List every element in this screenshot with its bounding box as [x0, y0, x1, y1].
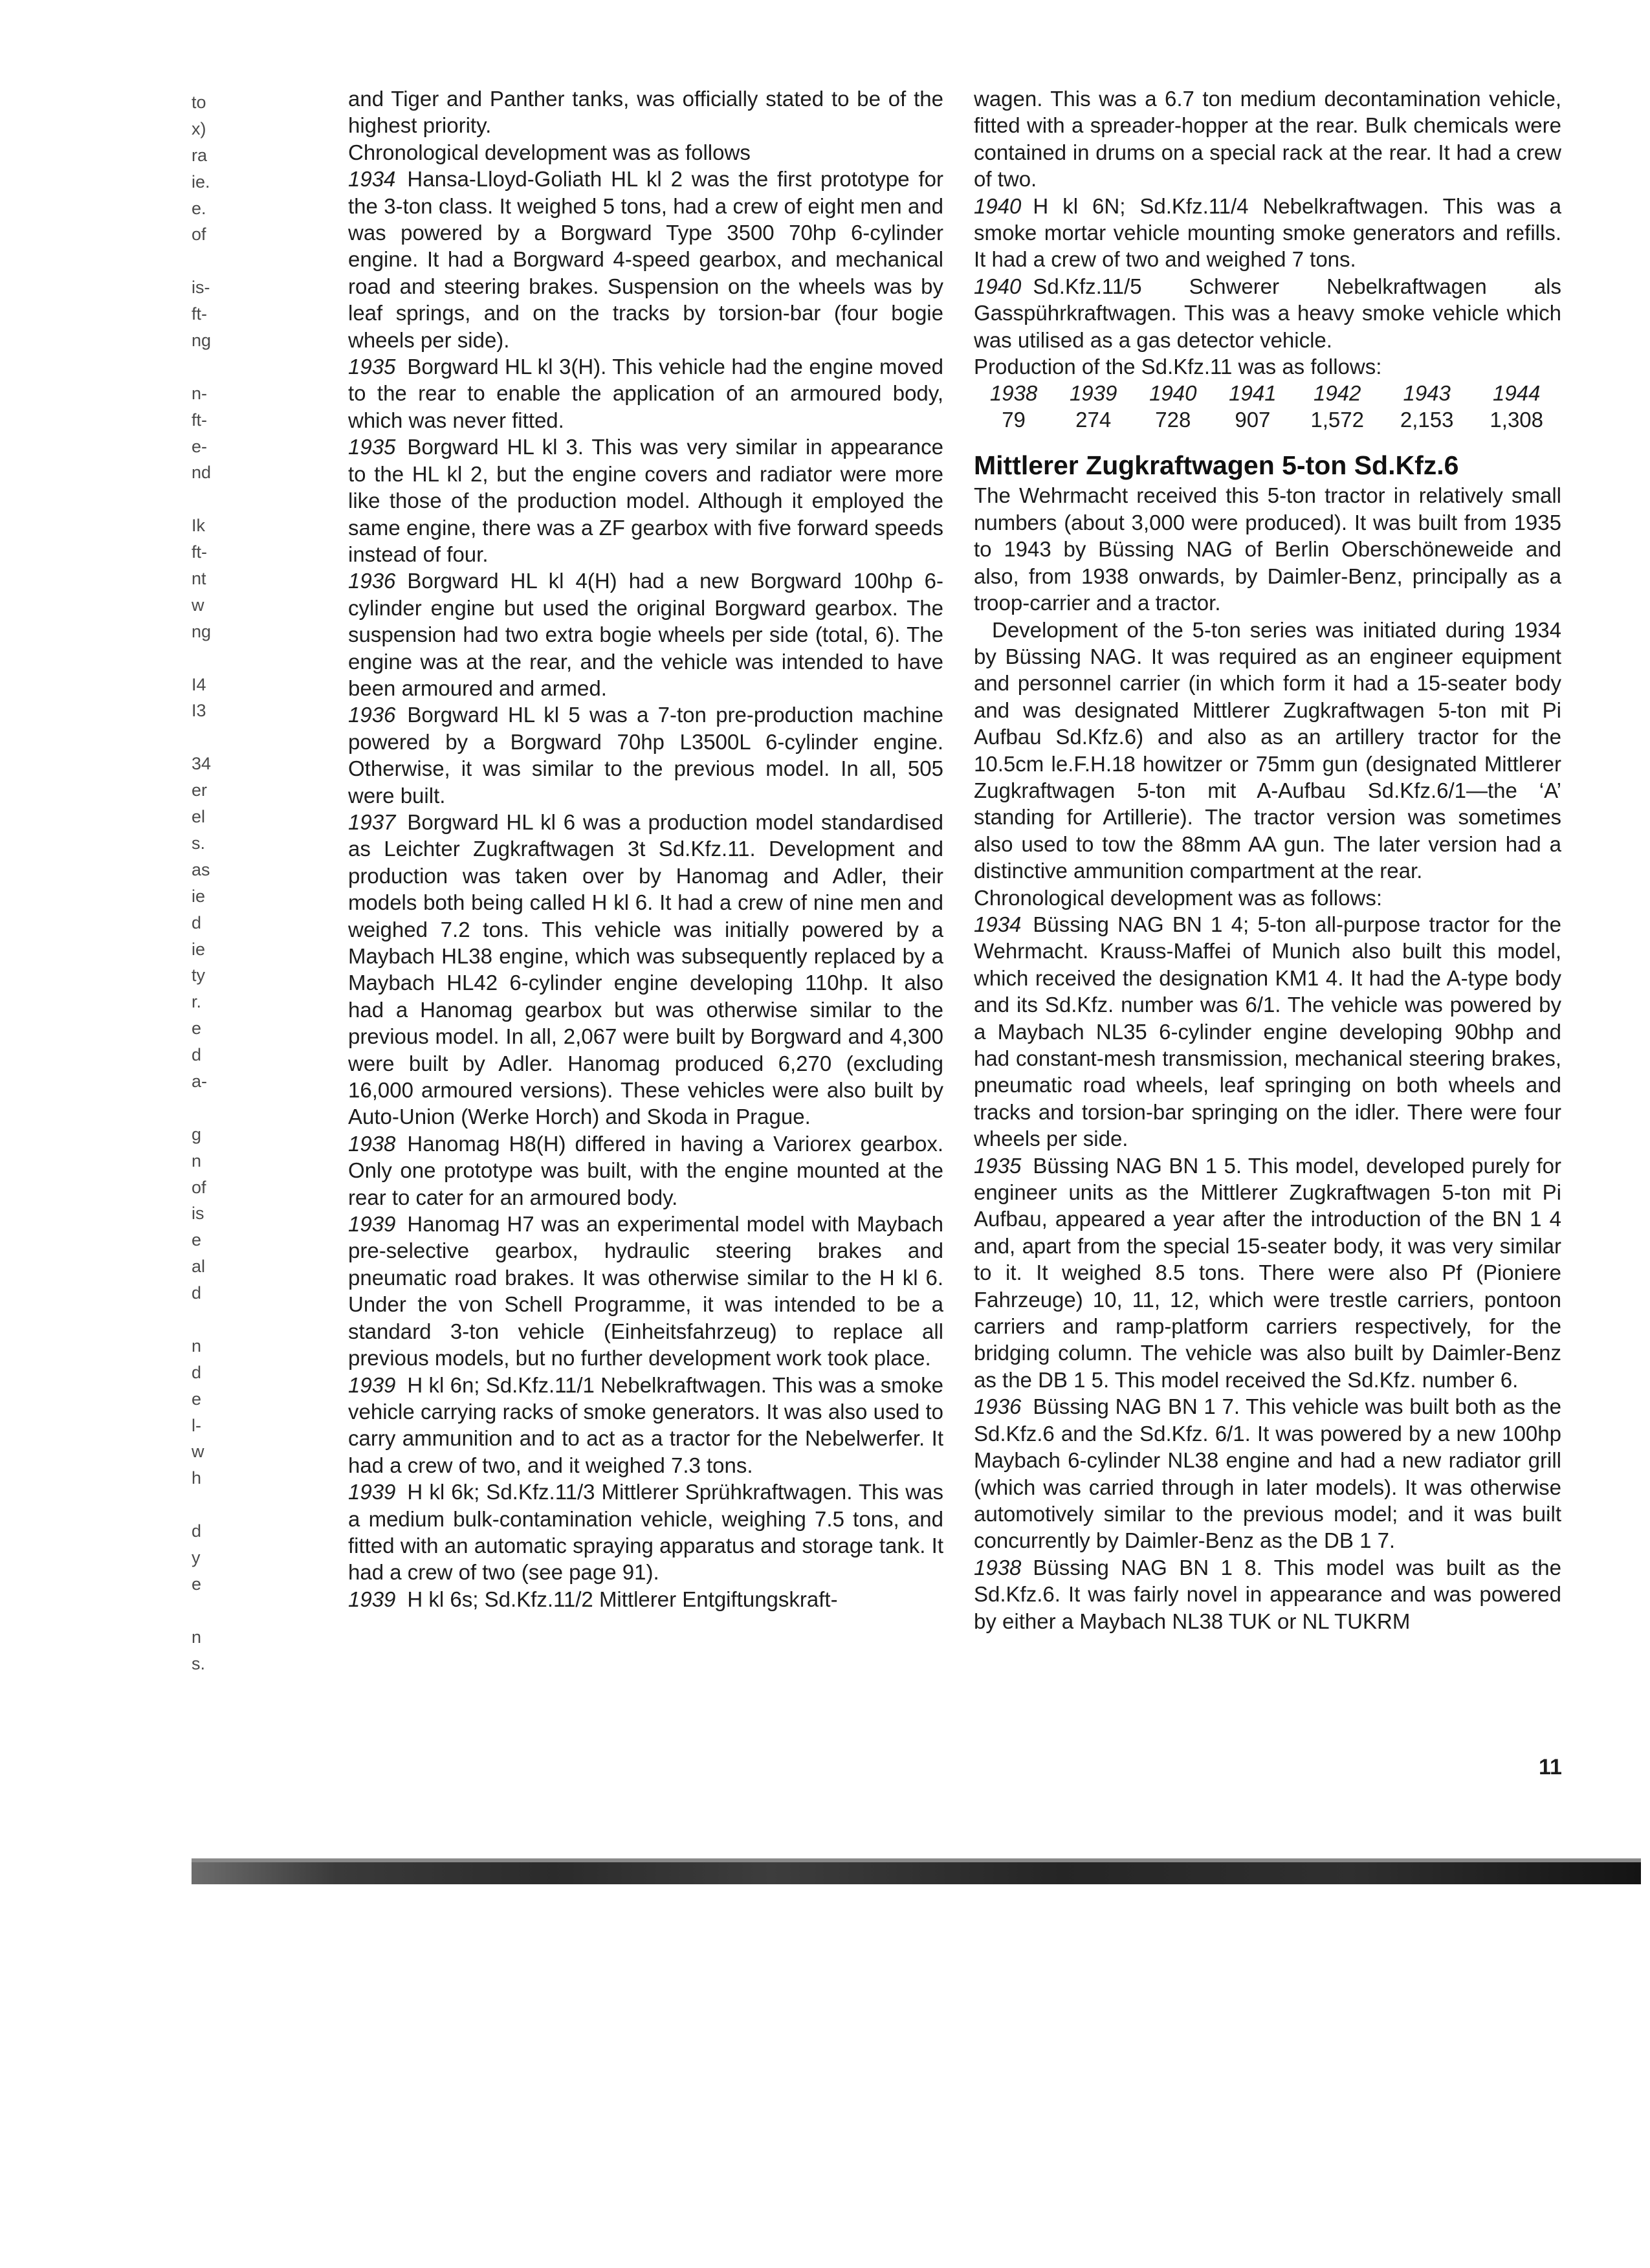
paragraph-text: Chronological development was as follows:	[974, 885, 1382, 910]
paragraph-text: Hansa-Lloyd-Goliath HL kl 2 was the first prototype for the 3-ton class. It weighed 5 tons, had a crew of eight men and was powered by a Borgward Type 3500 70hp 6-cylinder engine. It had a Borgward 4-speed gearbox, and mechanical road and steering brakes. Suspension on the wheels was by leaf springs, and on the tracks by torsion-bar (four bogie wheels per side).	[348, 167, 943, 352]
paragraph-text: H kl 6n; Sd.Kfz.11/1 Nebelkraftwagen. This was a smoke vehicle carrying racks of smoke generators. It was also used to carry ammunition and to act as a tractor for the Nebelwerfer. It had a crew of two, and it weighed 7.3 tons.	[348, 1372, 943, 1477]
paragraph	[348, 85, 943, 139]
paragraph	[974, 885, 1561, 911]
production-value-cell: 1,572	[1310, 408, 1364, 432]
paragraph	[348, 166, 943, 353]
entry-year: 1938	[974, 1555, 1022, 1580]
paragraph-text: H kl 6s; Sd.Kfz.11/2 Mittlerer Entgiftungskraft-	[407, 1587, 838, 1611]
paragraph-text: Hanomag H8(H) differed in having a Variorex gearbox. Only one prototype was built, with the engine mounted at the rear to cater for an armoured body.	[348, 1131, 943, 1209]
bleed-fragment: w	[192, 1442, 204, 1462]
paragraph	[974, 617, 1561, 885]
entry-year: 1937	[348, 809, 396, 834]
section-heading: Mittlerer Zugkraftwagen 5-ton Sd.Kfz.6	[974, 450, 1459, 481]
bleed-fragment: e	[192, 1389, 202, 1409]
paragraph-text: wagen. This was a 6.7 ton medium decontamination vehicle, fitted with a spreader-hopper at the rear. Bulk chemicals were contained in drums on a special rack at the rear. It had a crew of two.	[974, 87, 1561, 192]
bleed-fragment	[192, 354, 230, 380]
bleed-fragment: of	[192, 225, 206, 245]
bleed-fragment: ft-	[192, 410, 207, 430]
paragraph	[348, 567, 943, 701]
entry-year: 1939	[348, 1212, 396, 1237]
paragraph	[974, 1554, 1561, 1635]
entry-year: 1936	[348, 569, 396, 593]
entry-year: 1936	[974, 1394, 1022, 1419]
paragraph	[348, 353, 943, 434]
bleed-fragment: of	[192, 1177, 206, 1197]
bleed-fragment: w	[192, 595, 204, 615]
bleed-fragment	[192, 486, 230, 512]
entry-year: 1934	[974, 912, 1022, 936]
bleed-fragment: r.	[192, 992, 202, 1012]
bleed-fragment: to	[192, 93, 206, 112]
paragraph-text: H kl 6N; Sd.Kfz.11/4 Nebelkraftwagen. This was a smoke mortar vehicle mounting smoke generators and refills. It had a crew of two and weighed 7 tons.	[974, 193, 1561, 272]
bleed-fragment: n-	[192, 383, 208, 403]
bleed-fragment: ra	[192, 145, 208, 165]
paragraph	[974, 273, 1561, 353]
bleed-fragment: e	[192, 1018, 202, 1039]
production-year-cell: 1944	[1493, 381, 1541, 406]
paragraph	[974, 353, 1561, 380]
bleed-fragment: l-	[192, 1415, 201, 1435]
bleed-fragment: nd	[192, 463, 212, 483]
bleed-fragment: ft-	[192, 304, 207, 324]
paragraph-text: Hanomag H7 was an experimental model with Maybach pre-selective gearbox, hydraulic steering brakes and pneumatic road brakes. It was otherwise similar to the H kl 6. Under the von Schell Programme, it was intended to be a standard 3-ton vehicle (Einheitsfahrzeug) to replace all previous models, but no further development work took place.	[348, 1212, 943, 1371]
right-column	[974, 85, 1561, 1635]
production-table-values-row	[974, 406, 1561, 433]
entry-year: 1935	[974, 1153, 1022, 1178]
bleed-fragment: d	[192, 1283, 202, 1303]
bleed-fragment	[192, 724, 230, 751]
bleed-through-margin	[192, 89, 230, 1677]
bleed-fragment: is	[192, 1204, 204, 1224]
paragraph	[348, 434, 943, 567]
paragraph	[348, 1479, 943, 1586]
bleed-fragment: er	[192, 780, 208, 800]
production-value-cell: 728	[1155, 408, 1191, 432]
paragraph	[348, 701, 943, 809]
paragraph	[974, 482, 1561, 616]
paragraph	[348, 1211, 943, 1371]
bleed-fragment: Ik	[192, 516, 206, 536]
entry-year: 1939	[348, 1480, 396, 1504]
bleed-fragment: e.	[192, 198, 206, 218]
bleed-fragment: e-	[192, 436, 208, 456]
bleed-fragment: s.	[192, 1653, 206, 1673]
paragraph	[974, 85, 1561, 193]
bleed-fragment	[192, 1492, 230, 1518]
production-value-cell: 2,153	[1400, 408, 1454, 432]
bleed-fragment: ft-	[192, 542, 207, 562]
entry-year: 1935	[348, 355, 396, 379]
production-value-cell: 79	[1002, 408, 1026, 432]
bleed-fragment	[192, 248, 230, 274]
scan-edge-shadow	[192, 1862, 1641, 1884]
production-year-cell: 1942	[1313, 381, 1361, 406]
bleed-fragment: nt	[192, 569, 206, 589]
entry-year: 1936	[348, 703, 396, 727]
bleed-fragment: ie	[192, 939, 206, 959]
paragraph-text: Borgward HL kl 3. This was very similar in appearance to the HL kl 2, but the engine covers and radiator were more like those of the production model. Although it employed the same engine, there was a ZF gearbox with five forward speeds instead of four.	[348, 435, 943, 566]
paragraph	[974, 1152, 1561, 1394]
bleed-fragment: as	[192, 859, 210, 879]
bleed-fragment: n	[192, 1627, 202, 1647]
entry-year: 1935	[348, 435, 396, 459]
paragraph	[348, 139, 943, 166]
bleed-fragment: g	[192, 1124, 202, 1144]
entry-year: 1934	[348, 167, 396, 192]
bleed-fragment: n	[192, 1151, 202, 1171]
entry-year: 1939	[348, 1587, 396, 1611]
paragraph-text: Production of the Sd.Kfz.11 was as follows:	[974, 355, 1382, 379]
bleed-fragment: e	[192, 1574, 202, 1594]
paragraph-text: Development of the 5-ton series was initiated during 1934 by Büssing NAG. It was required as an engineer equipment and personnel carrier (in which form it had a 15-seater body and was designated Mittlerer Zugkraftwagen 5-ton mit Pi Aufbau Sd.Kfz.6) and also as an artillery tractor for the 10.5cm le.F.H.18 howitzer or 75mm gun (designated Mittlerer Zugkraftwagen 5-ton mit A-Aufbau Sd.Kfz.6/1—the ‘A’ standing for Artillerie). The tractor version was sometimes also used to tow the 88mm AA gun. The later version had a distinctive ammunition compartment at the rear.	[974, 617, 1561, 883]
production-year-cell: 1940	[1149, 381, 1197, 406]
bleed-fragment: h	[192, 1468, 202, 1488]
bleed-fragment: s.	[192, 833, 206, 853]
bleed-fragment	[192, 1095, 230, 1121]
bleed-fragment: 34	[192, 754, 212, 774]
bleed-fragment: is-	[192, 278, 210, 298]
bleed-fragment: d	[192, 1362, 202, 1382]
entry-year: 1940	[974, 193, 1022, 218]
production-year-cell: 1943	[1403, 381, 1451, 406]
bleed-fragment: a-	[192, 1071, 208, 1091]
bleed-fragment: n	[192, 1336, 202, 1356]
bleed-fragment	[192, 1598, 230, 1624]
page-number: 11	[1539, 1755, 1562, 1779]
production-value-cell: 274	[1075, 408, 1112, 432]
paragraph-text: Borgward HL kl 5 was a 7-ton pre-production machine powered by a Borgward 70hp L3500L 6-cylinder engine. Otherwise, it was similar to the previous model. In all, 505 were built.	[348, 703, 943, 808]
entry-year: 1940	[974, 274, 1022, 298]
bleed-fragment	[192, 1306, 230, 1333]
paragraph-text: Büssing NAG BN 1 4; 5-ton all-purpose tractor for the Wehrmacht. Krauss-Maffei of Munich also built this model, which received the designation KM1 4. It had the A-type body and its Sd.Kfz. number was 6/1. The vehicle was powered by a Maybach NL35 6-cylinder engine developing 90bhp and had constant-mesh transmission, mechanical steering brakes, pneumatic road wheels, leaf springing on both wheels and tracks and torsion-bar springing on the idler. There were four wheels per side.	[974, 912, 1561, 1151]
paragraph-text: Chronological development was as follows	[348, 140, 751, 164]
paragraph-text: Büssing NAG BN 1 8. This model was built as the Sd.Kfz.6. It was fairly novel in appearance and was powered by either a Maybach NL38 TUK or NL TUKRM	[974, 1555, 1561, 1633]
bleed-fragment: ng	[192, 331, 212, 351]
bleed-fragment: ty	[192, 965, 206, 985]
bleed-fragment: e	[192, 1230, 202, 1250]
paragraph	[348, 1586, 943, 1613]
bleed-fragment: d	[192, 912, 202, 932]
production-table-years-row	[974, 380, 1561, 406]
production-value-cell: 1,308	[1490, 408, 1544, 432]
production-year-cell: 1939	[1069, 381, 1117, 406]
paragraph-text: Büssing NAG BN 1 7. This vehicle was built both as the Sd.Kfz.6 and the Sd.Kfz. 6/1. It was powered by a new 100hp Maybach 6-cylinder NL38 engine and had a new radiator grill (which was carried through in later models). It was otherwise automotively similar to the previous model; and it was built concurrently by Daimler-Benz as the DB 1 7.	[974, 1394, 1561, 1553]
paragraph-text: Sd.Kfz.11/5 Schwerer Nebelkraftwagen als Gasspührkraftwagen. This was a heavy smoke vehicle which was utilised as a gas detector vehicle.	[974, 274, 1561, 352]
bleed-fragment: I4	[192, 674, 206, 694]
bleed-fragment: ie.	[192, 171, 210, 192]
paragraph-text: Büssing NAG BN 1 5. This model, developed purely for engineer units as the Mittlerer Zugkraftwagen 5-ton mit Pi Aufbau, appeared a year after the introduction of the BN 1 4 and, apart from the special 15-seater body, it was very similar to it. It weighed 8.5 tons. There were also Pf (Pioniere Fahrzeuge) 10, 11, 12, which were trestle carriers, pontoon carriers and ramp-platform carriers respectively, for the bridging column. The vehicle was also built by Daimler-Benz as the DB 1 5. This model received the Sd.Kfz. number 6.	[974, 1153, 1561, 1392]
paragraph	[974, 1393, 1561, 1554]
paragraph-text: Borgward HL kl 6 was a production model standardised as Leichter Zugkraftwagen 3t Sd.Kfz.11. Development and production was taken over by Hanomag and Adler, their models both being called H kl 6. It had a crew of nine men and weighed 7.2 tons. This vehicle was initially powered by a Maybach HL38 engine, which was subsequently replaced by a Maybach HL42 6-cylinder engine developing 110hp. It also had a Hanomag gearbox but was otherwise similar to the previous model. In all, 2,067 were built by Borgward and 4,300 were built by Adler. Hanomag produced 6,270 (excluding 16,000 armoured versions). These vehicles were also built by Auto-Union (Werke Horch) and Skoda in Prague.	[348, 809, 943, 1129]
bleed-fragment: al	[192, 1257, 206, 1277]
left-column	[348, 85, 943, 1613]
paragraph	[974, 193, 1561, 273]
right-column-bottom-paragraphs	[974, 482, 1561, 1634]
production-year-cell: 1938	[989, 381, 1038, 406]
paragraph	[348, 809, 943, 1130]
bleed-fragment: y	[192, 1547, 201, 1567]
production-value-cell: 907	[1235, 408, 1271, 432]
production-year-cell: 1941	[1229, 381, 1277, 406]
production-table	[974, 380, 1561, 433]
paragraph-text: The Wehrmacht received this 5-ton tractor in relatively small numbers (about 3,000 were produced). It was built from 1935 to 1943 by Büssing NAG of Berlin Oberschöneweide and also, from 1938 onwards, by Daimler-Benz, principally as a troop-carrier and a tractor.	[974, 483, 1561, 615]
bleed-fragment: ng	[192, 621, 212, 641]
bleed-fragment	[192, 645, 230, 672]
bleed-fragment: el	[192, 807, 206, 827]
paragraph	[348, 1372, 943, 1479]
bleed-fragment: d	[192, 1521, 202, 1541]
bleed-fragment: x)	[192, 118, 206, 138]
bleed-fragment: d	[192, 1045, 202, 1065]
entry-year: 1938	[348, 1131, 396, 1156]
entry-year: 1939	[348, 1372, 396, 1397]
paragraph-text: and Tiger and Panther tanks, was officially stated to be of the highest priority.	[348, 87, 943, 138]
bleed-fragment: ie	[192, 886, 206, 906]
bleed-fragment: I3	[192, 701, 206, 721]
right-column-top-paragraphs	[974, 85, 1561, 380]
paragraph-text: H kl 6k; Sd.Kfz.11/3 Mittlerer Sprühkraftwagen. This was a medium bulk-contamination vehicle, weighing 7.5 tons, and fitted with an automatic spraying apparatus and storage tank. It had a crew of two (see page 91).	[348, 1480, 943, 1585]
paragraph-text: Borgward HL kl 3(H). This vehicle had the engine moved to the rear to enable the application of an armoured body, which was never fitted.	[348, 355, 943, 432]
paragraph	[348, 1130, 943, 1211]
paragraph	[974, 911, 1561, 1152]
paragraph-text: Borgward HL kl 4(H) had a new Borgward 100hp 6-cylinder engine but used the original Borgward gearbox. The suspension had two extra bogie wheels per side (total, 6). The engine was at the rear, and the vehicle was intended to have been armoured and armed.	[348, 569, 943, 700]
